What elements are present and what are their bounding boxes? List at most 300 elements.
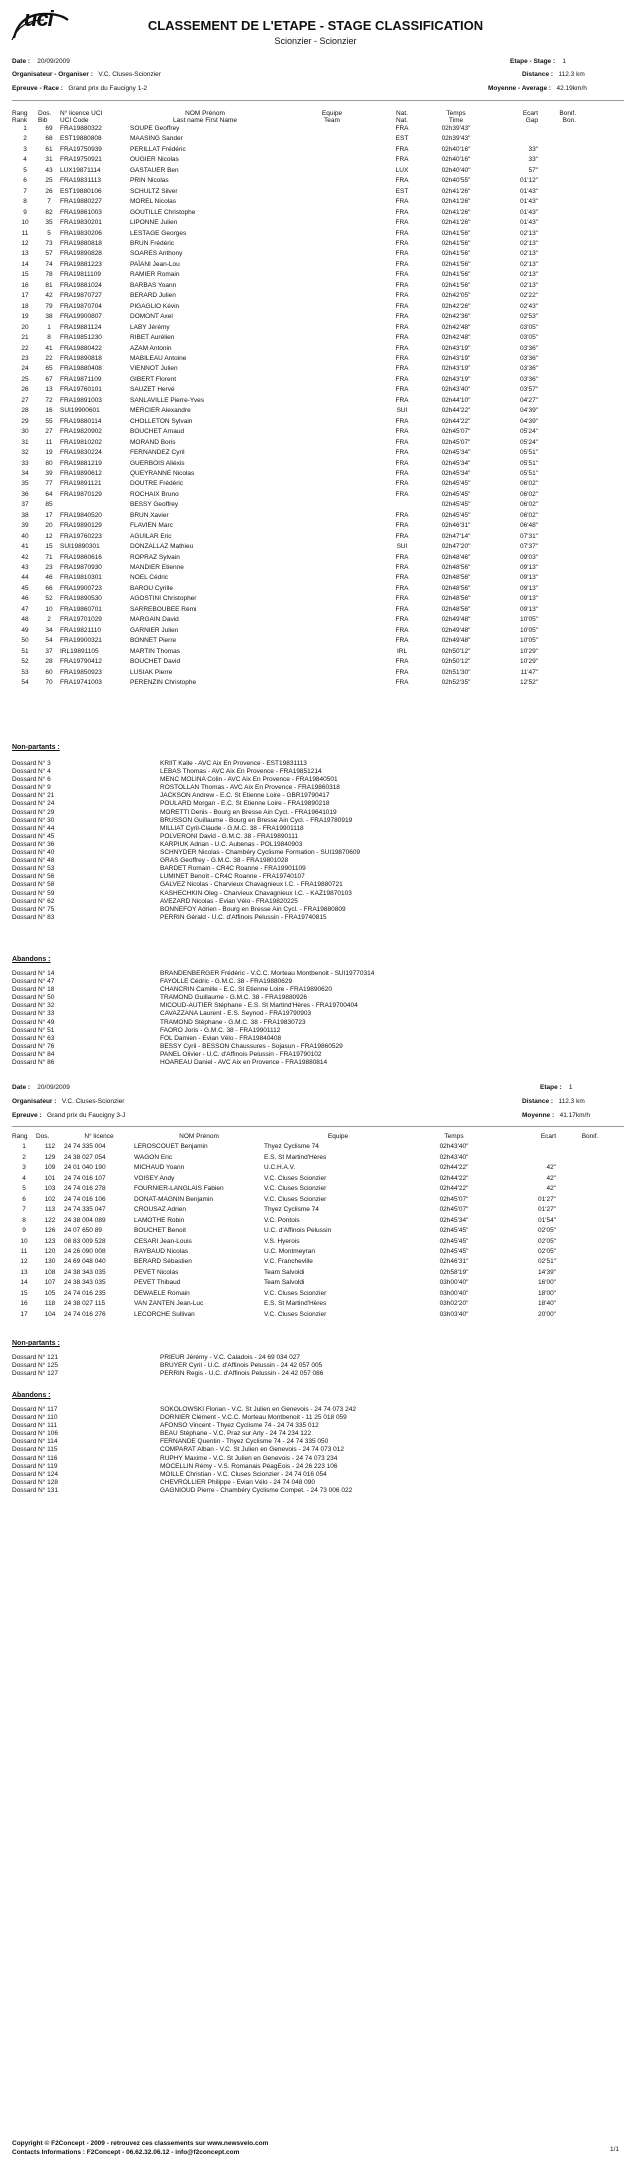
gap-cell: 01'43" — [519, 219, 538, 227]
list-item — [12, 994, 612, 1002]
list-item — [12, 817, 612, 825]
gap-cell: 03'36" — [519, 365, 538, 373]
team-cell: Team Salvoldi — [264, 1279, 305, 1287]
distance-info-2: Distance : 112.3 km — [522, 1098, 585, 1105]
team-cell — [280, 208, 384, 218]
rider-entry: MILLIAT Cyril-Claude - G.M.C. 38 - FRA19901118 — [160, 824, 304, 832]
bib-cell: 27 — [45, 428, 53, 436]
dossard-label: Dossard N° 29 — [12, 808, 55, 816]
team-cell — [280, 134, 384, 144]
time-cell: 02h58'19" — [439, 1268, 469, 1276]
bib-cell: 77 — [45, 480, 53, 488]
non-partants-list — [12, 760, 612, 922]
nat-cell: FRA — [395, 344, 409, 352]
time-cell: 02h50'12" — [441, 658, 471, 666]
list-item — [12, 1002, 612, 1010]
table-row — [12, 124, 624, 134]
table-row — [12, 427, 624, 437]
time-cell: 02h39'43" — [441, 125, 471, 132]
list-item — [12, 906, 612, 914]
nat-cell: SUI — [396, 407, 408, 415]
gap-cell: 01'54" — [537, 1216, 556, 1224]
time-cell: 02h40'16" — [441, 156, 471, 164]
team-cell — [280, 553, 384, 563]
stage-info-2: Etape : 1 — [540, 1084, 573, 1091]
rank-cell: 36 — [21, 490, 29, 498]
rider-name-cell: PIGAGLIO Kévin — [130, 302, 180, 310]
table-row — [12, 1299, 624, 1309]
abandons-title: Abandons : — [12, 956, 51, 963]
table-row — [12, 553, 624, 563]
gap-cell: 03'05" — [519, 334, 538, 342]
list-item — [12, 776, 612, 784]
table-row — [12, 1237, 624, 1247]
nat-cell: IRL — [396, 647, 408, 655]
rider-name-cell: DONAT-MAGNIN Benjamin — [134, 1195, 213, 1203]
rider-entry: JACKSON Andrew - E.C. St Etienne Loire - GBR19790417 — [160, 792, 330, 800]
nat-cell: FRA — [395, 428, 409, 436]
gap-cell: 02'53" — [519, 313, 538, 321]
dossard-label: Dossard N° 59 — [12, 889, 55, 897]
rider-name-cell: BRUN Xavier — [130, 511, 169, 519]
rank-cell: 28 — [21, 407, 29, 415]
rider-entry: BESSY Cyril - BESSON Chaussures - Sojasun - FRA19860529 — [160, 1042, 343, 1050]
gap-cell: 33" — [528, 145, 538, 153]
list-item — [12, 1354, 612, 1362]
list-item — [12, 1059, 612, 1067]
rider-entry: CAVAZZANA Laurent - E.S. Seynod - FRA19790903 — [160, 1010, 312, 1018]
licence-cell: FRA19881024 — [60, 281, 102, 289]
average-info-2: Moyenne : 41.17km/h — [522, 1112, 590, 1119]
dossard-label: Dossard N° 6 — [12, 776, 51, 784]
bib-cell: 41 — [45, 344, 53, 352]
dossard-label: Dossard N° 125 — [12, 1362, 58, 1370]
time-cell: 02h41'26" — [441, 198, 471, 206]
team-cell: E.S. St Martind'Hères — [264, 1153, 327, 1161]
team-cell — [280, 542, 384, 552]
gap-cell: 06'02" — [519, 480, 538, 488]
list-item — [12, 857, 612, 865]
team-cell — [280, 385, 384, 395]
time-cell: 02h45'34" — [441, 449, 471, 457]
table-row — [12, 542, 624, 552]
dossard-label: Dossard N° 131 — [12, 1486, 58, 1494]
dossard-label: Dossard N° 86 — [12, 1059, 55, 1067]
rank-cell: 4 — [23, 156, 27, 164]
rank-cell: 11 — [21, 229, 29, 237]
team-cell — [280, 657, 384, 667]
team-cell: V.C. Pontois — [264, 1216, 300, 1224]
gap-cell: 03'36" — [519, 344, 538, 352]
dossard-label: Dossard N° 9 — [12, 784, 51, 792]
gap-cell: 33" — [528, 156, 538, 164]
rank-cell: 42 — [21, 553, 29, 561]
bib-cell: 13 — [45, 386, 53, 394]
time-cell: 02h50'12" — [441, 647, 471, 655]
table-row — [12, 333, 624, 343]
date-info: Date : 20/09/2009 — [12, 58, 70, 65]
time-cell: 03h03'40" — [439, 1310, 469, 1318]
table-row — [12, 229, 624, 239]
licence-cell: 24 74 016 106 — [64, 1195, 106, 1203]
licence-cell: FRA19880114 — [60, 417, 102, 425]
time-cell: 02h41'56" — [441, 229, 471, 237]
bib-cell: 8 — [47, 334, 51, 342]
rank-cell: 32 — [21, 449, 29, 457]
bib-cell: 34 — [45, 626, 53, 634]
rank-cell: 43 — [21, 564, 29, 572]
bib-cell: 65 — [45, 365, 53, 373]
rider-entry: ROSTOLLAN Thomas - AVC Aix En Provence - FRA19860318 — [160, 784, 340, 792]
time-cell: 02h47'20" — [441, 543, 471, 551]
divider-2 — [12, 1126, 624, 1127]
table-row — [12, 678, 624, 688]
time-cell: 02h42'26" — [441, 302, 471, 310]
bib-cell: 70 — [45, 679, 53, 687]
dossard-label: Dossard N° 49 — [12, 1018, 55, 1026]
team-cell — [280, 594, 384, 604]
dossard-label: Dossard N° 47 — [12, 978, 55, 986]
rider-name-cell: CESARI Jean-Louis — [134, 1237, 192, 1245]
time-cell: 02h41'26" — [441, 219, 471, 227]
gap-cell: 03'36" — [519, 375, 538, 383]
licence-cell: 24 38 027 115 — [64, 1300, 106, 1308]
col-nat: Nat. — [396, 110, 408, 117]
licence-cell: FRA19880422 — [60, 344, 102, 352]
gap-cell: 18'40" — [537, 1300, 556, 1308]
team-cell — [280, 511, 384, 521]
team-cell — [280, 573, 384, 583]
team-cell — [280, 605, 384, 615]
list-item — [12, 1422, 612, 1430]
list-item — [12, 914, 612, 922]
bib-cell: 20 — [45, 522, 53, 530]
rider-name-cell: BESSY Geoffrey — [130, 501, 179, 509]
team-cell — [280, 678, 384, 688]
bib-cell: 74 — [45, 260, 53, 268]
rank-cell: 54 — [21, 679, 29, 687]
time-cell: 02h49'48" — [441, 616, 471, 624]
licence-cell: EST19880808 — [60, 135, 102, 143]
licence-cell: FRA19860701 — [60, 605, 102, 613]
time-cell: 02h40'55" — [441, 177, 471, 185]
organiser-info-2: Organisateur : V.C. Cluses-Scionzier — [12, 1098, 125, 1105]
licence-cell: FRA19741003 — [60, 679, 102, 687]
licence-cell: FRA19881124 — [60, 323, 102, 331]
dossard-label: Dossard N° 76 — [12, 1042, 55, 1050]
table-row — [12, 448, 624, 458]
table-row — [12, 1184, 624, 1194]
table-row — [12, 615, 624, 625]
rank-cell: 41 — [21, 543, 29, 551]
table-row — [12, 281, 624, 291]
distance-info: Distance : 112.3 km — [522, 71, 585, 78]
gap-cell: 10'05" — [519, 626, 538, 634]
team-cell — [280, 260, 384, 270]
team-cell — [280, 626, 384, 636]
table-row — [12, 469, 624, 479]
rider-name-cell: LEROSCOUET Benjamin — [134, 1143, 208, 1151]
gap-cell: 05'51" — [519, 469, 538, 477]
bib-cell: 28 — [45, 658, 53, 666]
time-cell: 02h48'56" — [441, 584, 471, 592]
licence-cell: FRA19870727 — [60, 292, 102, 300]
rider-name-cell: CHOLLETON Sylvain — [130, 417, 193, 425]
table-row — [12, 187, 624, 197]
rider-entry: KARPIUK Adrian - U.C. Aubenas - POL19840903 — [160, 840, 303, 848]
team-cell — [280, 344, 384, 354]
rider-entry: CHANCRIN Camille - E.C. St Etienne Loire - FRA19890620 — [160, 986, 332, 994]
gap-cell: 03'05" — [519, 323, 538, 331]
dossard-label: Dossard N° 53 — [12, 865, 55, 873]
rider-name-cell: DEWAELE Romain — [134, 1289, 190, 1297]
time-cell: 02h49'48" — [441, 626, 471, 634]
nat-cell — [384, 500, 420, 510]
licence-cell: FRA19890129 — [60, 522, 102, 530]
rank-cell: 10 — [20, 1237, 28, 1245]
time-cell: 02h45'34" — [439, 1216, 469, 1224]
team-cell — [280, 333, 384, 343]
licence-cell: FRA19890818 — [60, 354, 102, 362]
team-cell: Thyez Cyclisme 74 — [264, 1206, 319, 1214]
stage-classification-table-2 — [12, 1132, 624, 1320]
rider-entry: BRUSSON Guillaume - Bourg en Bresse Ain Cycl. - FRA19780919 — [160, 816, 353, 824]
nat-cell: FRA — [395, 637, 409, 645]
nat-cell: FRA — [395, 480, 409, 488]
nat-cell: FRA — [395, 386, 409, 394]
nat-cell: EST — [395, 135, 409, 143]
rank-cell: 22 — [21, 344, 29, 352]
dossard-label: Dossard N° 83 — [12, 913, 55, 921]
rank-cell: 7 — [23, 187, 27, 195]
dossard-label: Dossard N° 4 — [12, 768, 51, 776]
gap-cell: 42" — [546, 1164, 556, 1172]
dossard-label: Dossard N° 62 — [12, 897, 55, 905]
rider-name-cell: VOISEY Andy — [134, 1174, 175, 1182]
list-item — [12, 1043, 612, 1051]
rider-entry: DORNIER Clément - V.C.C. Morteau Montbenoit - 11 25 018 059 — [160, 1414, 347, 1422]
list-item — [12, 1019, 612, 1027]
rider-name-cell: QUEYRANNE Nicolas — [130, 469, 195, 477]
gap-cell: 09'13" — [519, 595, 538, 603]
rider-name-cell: FERNANDEZ Cyril — [130, 449, 185, 457]
rider-name-cell: FLAVIEN Marc — [130, 522, 173, 530]
rider-name-cell: AGOSTINI Christopher — [130, 595, 197, 603]
nat-cell: FRA — [395, 250, 409, 258]
rider-entry: COMPARAT Alban - V.C. St Julien en Genevois - 24 74 073 012 — [160, 1446, 345, 1454]
table-row — [12, 490, 624, 500]
team-cell — [280, 469, 384, 479]
table-row — [12, 584, 624, 594]
rank-cell: 7 — [22, 1206, 26, 1214]
time-cell: 02h45'45" — [441, 501, 471, 509]
time-cell: 02h48'56" — [441, 605, 471, 613]
gap-cell: 02'51" — [537, 1258, 556, 1266]
rider-entry: PERRIN Gérald - U.C. d'Affinois Pelussin - FRA19740815 — [160, 913, 327, 921]
licence-cell: FRA19881219 — [60, 459, 102, 467]
time-cell: 02h46'31" — [439, 1258, 469, 1266]
gap-cell: 02'13" — [519, 260, 538, 268]
rider-name-cell: PEVET Thibaud — [134, 1279, 181, 1287]
licence-cell: FRA19900321 — [60, 637, 102, 645]
team-cell — [280, 615, 384, 625]
rider-name-cell: FOURNIER-LANGLAIS Fabien — [134, 1185, 224, 1193]
gap-cell: 05'24" — [519, 428, 538, 436]
table-row — [12, 511, 624, 521]
rank-cell: 39 — [21, 522, 29, 530]
gap-cell — [492, 134, 538, 144]
bib-cell: 31 — [45, 156, 53, 164]
licence-cell: FRA19831113 — [60, 177, 101, 185]
bib-cell: 112 — [44, 1143, 56, 1151]
time-cell: 02h43'40" — [439, 1143, 469, 1151]
table-row — [12, 176, 624, 186]
rider-name-cell: LAMOTHE Robin — [134, 1216, 185, 1224]
abandons-list — [12, 970, 612, 1067]
rider-entry: SCHNYDER Nicolas - Chambéry Cyclisme Formation - SUI19870609 — [160, 849, 361, 857]
time-cell: 02h41'56" — [441, 260, 471, 268]
nat-cell: FRA — [395, 396, 409, 404]
licence-cell: FRA19811109 — [60, 271, 101, 279]
team-cell: U.C. d'Affinois Pelussin — [264, 1227, 332, 1235]
rank-cell: 6 — [22, 1195, 26, 1203]
nat-cell: FRA — [395, 626, 409, 634]
rider-name-cell: GASTAUER Ben — [130, 166, 179, 174]
time-cell: 02h44'22" — [441, 407, 471, 415]
rank-cell: 3 — [22, 1164, 26, 1172]
nat-cell: FRA — [395, 198, 409, 206]
dossard-label: Dossard N° 75 — [12, 905, 55, 913]
gap-cell: 02'05" — [537, 1247, 556, 1255]
dossard-label: Dossard N° 30 — [12, 816, 55, 824]
gap-cell: 10'05" — [519, 616, 538, 624]
team-cell — [280, 197, 384, 207]
rider-name-cell: GIBERT Florent — [130, 375, 176, 383]
bib-cell: 66 — [45, 584, 53, 592]
table-row — [12, 249, 624, 259]
table-header-row — [12, 110, 624, 117]
rider-name-cell: MICHAUD Yoann — [134, 1164, 185, 1172]
nat-cell: FRA — [395, 229, 409, 237]
licence-cell: FRA19880227 — [60, 198, 102, 206]
nat-cell: FRA — [395, 208, 409, 216]
gap-cell: 16'00" — [537, 1279, 556, 1287]
table-row — [12, 396, 624, 406]
table-row — [12, 208, 624, 218]
rider-name-cell: SAUZET Hervé — [130, 386, 175, 394]
dossard-label: Dossard N° 111 — [12, 1422, 57, 1430]
time-cell: 02h49'48" — [441, 637, 471, 645]
rank-cell: 12 — [20, 1258, 28, 1266]
team-cell — [280, 270, 384, 280]
time-cell: 02h42'48" — [441, 334, 471, 342]
rider-name-cell: MORAND Boris — [130, 438, 176, 446]
table-row — [12, 302, 624, 312]
gap-cell: 07'31" — [519, 532, 538, 540]
gap-cell: 02'43" — [519, 302, 538, 310]
table-row — [12, 218, 624, 228]
table-row — [12, 344, 624, 354]
licence-cell: FRA19830201 — [60, 219, 102, 227]
time-cell: 02h44'22" — [439, 1164, 469, 1172]
time-cell: 02h44'10" — [441, 396, 471, 404]
bib-cell: 37 — [45, 647, 53, 655]
list-item — [12, 1430, 612, 1438]
list-item — [12, 1035, 612, 1043]
team-cell — [280, 291, 384, 301]
licence-cell: 24 69 048 040 — [64, 1258, 106, 1266]
rank-cell: 5 — [22, 1185, 26, 1193]
table-row — [12, 647, 624, 657]
table-row — [12, 1257, 624, 1267]
table-row — [12, 1174, 624, 1184]
list-item — [12, 784, 612, 792]
time-cell: 02h41'56" — [441, 250, 471, 258]
licence-cell: FRA19810202 — [60, 438, 102, 446]
time-cell: 02h44'22" — [439, 1174, 469, 1182]
gap-cell: 11'47" — [520, 668, 538, 676]
time-cell: 03h02'20" — [439, 1300, 469, 1308]
licence-cell: FRA19890530 — [60, 595, 102, 603]
nat-cell: SUI — [396, 543, 408, 551]
rank-cell: 17 — [20, 1310, 28, 1318]
gap-cell — [496, 1153, 556, 1163]
bib-cell: 126 — [44, 1227, 56, 1235]
table-row — [12, 479, 624, 489]
licence-cell: FRA19760223 — [60, 532, 102, 540]
uci-logo-text: uci — [24, 6, 53, 31]
table-row — [12, 406, 624, 416]
bib-cell: 107 — [44, 1279, 56, 1287]
rank-cell: 4 — [22, 1174, 26, 1182]
list-item — [12, 978, 612, 986]
footer-contacts: Contacts Informations : F2Concept - 06.62.32.06.12 - info@f2concept.com — [12, 2149, 240, 2156]
time-cell: 02h41'56" — [441, 271, 471, 279]
team-cell — [280, 406, 384, 416]
rider-name-cell: VAN ZANTEN Jean-Luc — [134, 1300, 204, 1308]
rider-name-cell: PERENZIN Christophe — [130, 679, 197, 687]
table-row — [12, 1142, 624, 1152]
time-cell: 02h43'19" — [441, 365, 471, 373]
time-cell: 02h45'45" — [439, 1237, 469, 1245]
team-cell — [280, 459, 384, 469]
bib-cell: 7 — [47, 198, 51, 206]
team-cell — [280, 239, 384, 249]
team-cell: V.C. Cluses Scionzier — [264, 1185, 327, 1193]
bib-cell: 57 — [45, 250, 53, 258]
rider-name-cell: BOUCHET Benoit — [134, 1227, 186, 1235]
licence-cell: FRA19870704 — [60, 302, 102, 310]
nat-cell: FRA — [395, 334, 409, 342]
time-cell: 02h42'48" — [441, 323, 471, 331]
team-cell — [280, 281, 384, 291]
race-info: Epreuve - Race : Grand prix du Faucigny 1-2 — [12, 85, 148, 92]
gap-cell: 12'52" — [519, 679, 538, 687]
rank-cell: 8 — [22, 1216, 26, 1224]
time-cell: 02h51'30" — [441, 668, 471, 676]
table-row — [12, 385, 624, 395]
time-cell: 02h40'16" — [441, 145, 471, 153]
dossard-label: Dossard N° 127 — [12, 1370, 58, 1378]
bib-cell: 80 — [45, 459, 53, 467]
table-header-row-2: Rang Dos. N° licence NOM Prénom Equipe Temps Ecart Bonif. — [12, 1133, 599, 1140]
nat-cell: FRA — [395, 354, 409, 362]
table-row — [12, 1195, 624, 1205]
dossard-label: Dossard N° 110 — [12, 1414, 58, 1422]
dossard-label: Dossard N° 45 — [12, 832, 55, 840]
dossard-label: Dossard N° 3 — [12, 760, 51, 767]
rider-entry: GALVEZ Nicolas - Charvieux Chavagnieux I.C. - FRA19880721 — [160, 881, 343, 889]
